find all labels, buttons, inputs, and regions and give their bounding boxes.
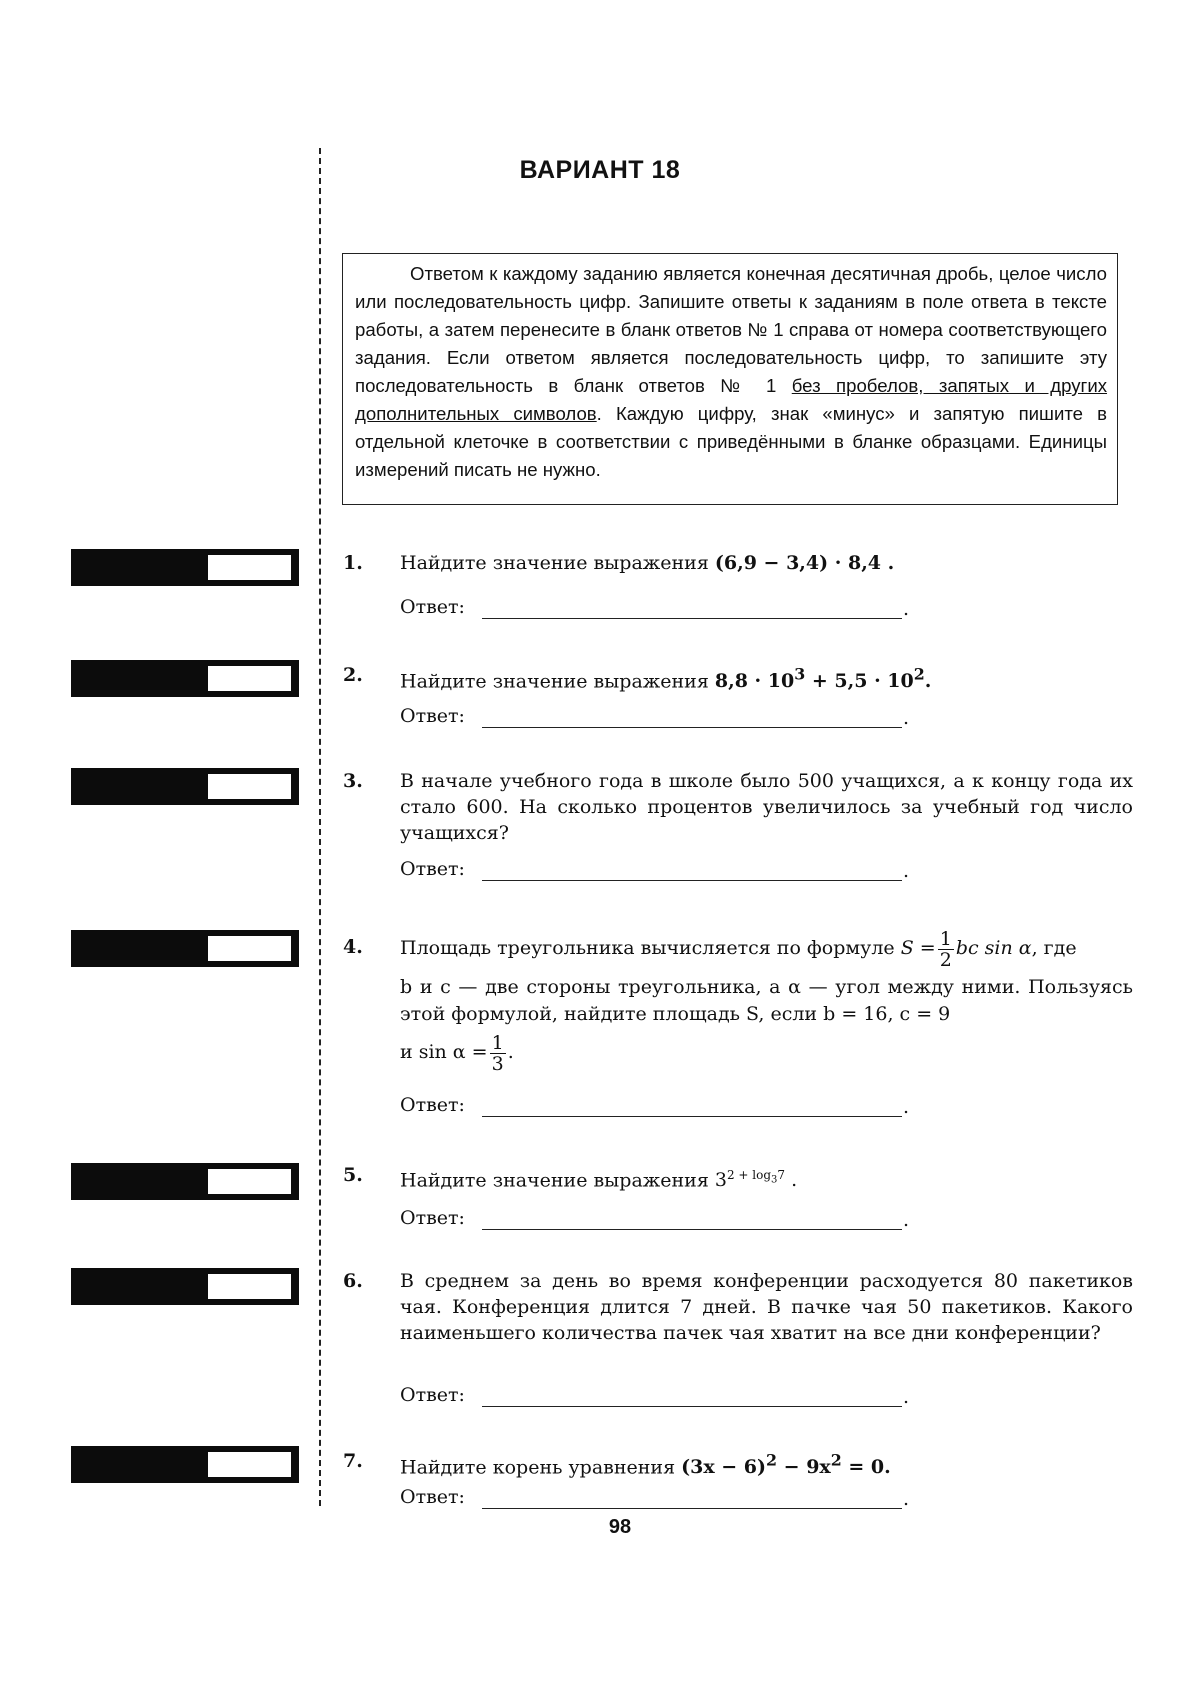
answer-field-2[interactable]: Ответ: .	[400, 705, 910, 729]
answer-sheet-mark-4	[71, 930, 299, 967]
task-text: В начале учебного года в школе было 500 учащихся, а к концу года их стало 600. На сколько процентов увеличилось за учебный год число учащихся?	[400, 770, 1133, 844]
answer-sheet-mark-6	[71, 1268, 299, 1305]
task-text: Найдите значение выражения $3^{2 + log_37}$ .	[400, 1168, 798, 1192]
answer-label: Ответ:	[400, 596, 465, 618]
answer-line[interactable]	[482, 727, 902, 728]
task-expression: (6,9 − 3,4) · 8,4 .	[714, 552, 895, 574]
answer-line[interactable]	[482, 880, 902, 881]
answer-line[interactable]	[482, 1116, 902, 1117]
answer-sheet-mark-2	[71, 660, 299, 697]
instructions-box	[342, 253, 1118, 505]
task-text: Найдите значение выражения $8,8 \cdot 10^3 + 5,5 \cdot 10^2$.	[400, 665, 932, 693]
answer-field-4[interactable]: Ответ: .	[400, 1094, 910, 1118]
answer-sheet-mark-3	[71, 768, 299, 805]
instructions-text: Ответом к каждому заданию является конечная десятичная дробь, целое число или последовательность цифр. Запишите ответы к заданиям в поле ответа в тексте работы, а затем перенесите в бланк ответов № 1 справа от номера соответствующего задания. Если ответом является последовательность цифр, то запишите эту последовательность в бланк ответов № 1 без пробелов, запятых и других дополнительных символов. Каждую цифру, знак «минус» и запятую пишите в отдельной клеточке в соответствии с приведёнными в бланке образцами. Единицы измерений писать не нужно.	[355, 263, 1108, 480]
task-number: 5.	[343, 1164, 363, 1186]
task-expression: $8,8 \cdot 10^3 + 5,5 \cdot 10^2$.	[714, 665, 932, 693]
task-expression: $(3x - 6)^2 - 9x^2 = 0$.	[681, 1451, 891, 1479]
answer-field-7[interactable]: Ответ: .	[400, 1486, 910, 1510]
answer-field-5[interactable]: Ответ: .	[400, 1207, 910, 1231]
answer-label: Ответ:	[400, 1384, 465, 1406]
answer-label: Ответ:	[400, 858, 465, 880]
answer-line[interactable]	[482, 1229, 902, 1230]
answer-label: Ответ:	[400, 1486, 465, 1508]
page-number: 98	[608, 1516, 632, 1538]
task-number: 7.	[343, 1450, 363, 1472]
fraction-one-half: $\frac{1}{2}$	[939, 927, 952, 971]
task-number: 6.	[343, 1270, 363, 1292]
task-text: В среднем за день во время конференции расходуется 80 пакетиков чая. Конференция длится 7 дней. В пачке чая 50 пакетиков. Какого наименьшего количества пачек чая хватит на все дни конференции?	[400, 1270, 1133, 1344]
answer-field-3[interactable]: Ответ: .	[400, 858, 910, 882]
cut-line	[319, 148, 321, 1506]
page-title: ВАРИАНТ 18	[519, 156, 681, 184]
task-text: Найдите значение выражения (6,9 − 3,4) · 8,4 .	[400, 552, 895, 574]
task-text: Площадь треугольника вычисляется по формуле S = $\frac{1}{2}$ bc sin α, где b и c — две стороны треугольника, а α — угол между ними. Пользуясь этой формулой, найдите площадь S, если b = 16, c = 9 и sin α = $\frac{1}{3}$ .	[400, 927, 1133, 1075]
task-number: 2.	[343, 664, 363, 686]
answer-sheet-mark-1	[71, 549, 299, 586]
instructions-underlined: без пробелов, запятых и других дополнительных символов	[355, 375, 1108, 424]
answer-sheet-mark-5	[71, 1163, 299, 1200]
answer-label: Ответ:	[400, 1094, 465, 1116]
answer-line[interactable]	[482, 1406, 902, 1407]
answer-field-1[interactable]: Ответ: .	[400, 596, 910, 620]
task-number: 1.	[343, 552, 363, 574]
answer-sheet-mark-7	[71, 1446, 299, 1483]
answer-line[interactable]	[482, 618, 902, 619]
task-expression: $3^{2 + log_37}$ .	[714, 1168, 798, 1192]
task-text: Найдите корень уравнения $(3x - 6)^2 - 9x^2 = 0$.	[400, 1451, 891, 1479]
task-number: 3.	[343, 770, 363, 792]
answer-field-6[interactable]: Ответ: .	[400, 1384, 910, 1408]
answer-label: Ответ:	[400, 705, 465, 727]
fraction-one-third: $\frac{1}{3}$	[491, 1031, 504, 1075]
answer-label: Ответ:	[400, 1207, 465, 1229]
task-number: 4.	[343, 936, 363, 958]
answer-line[interactable]	[482, 1508, 902, 1509]
